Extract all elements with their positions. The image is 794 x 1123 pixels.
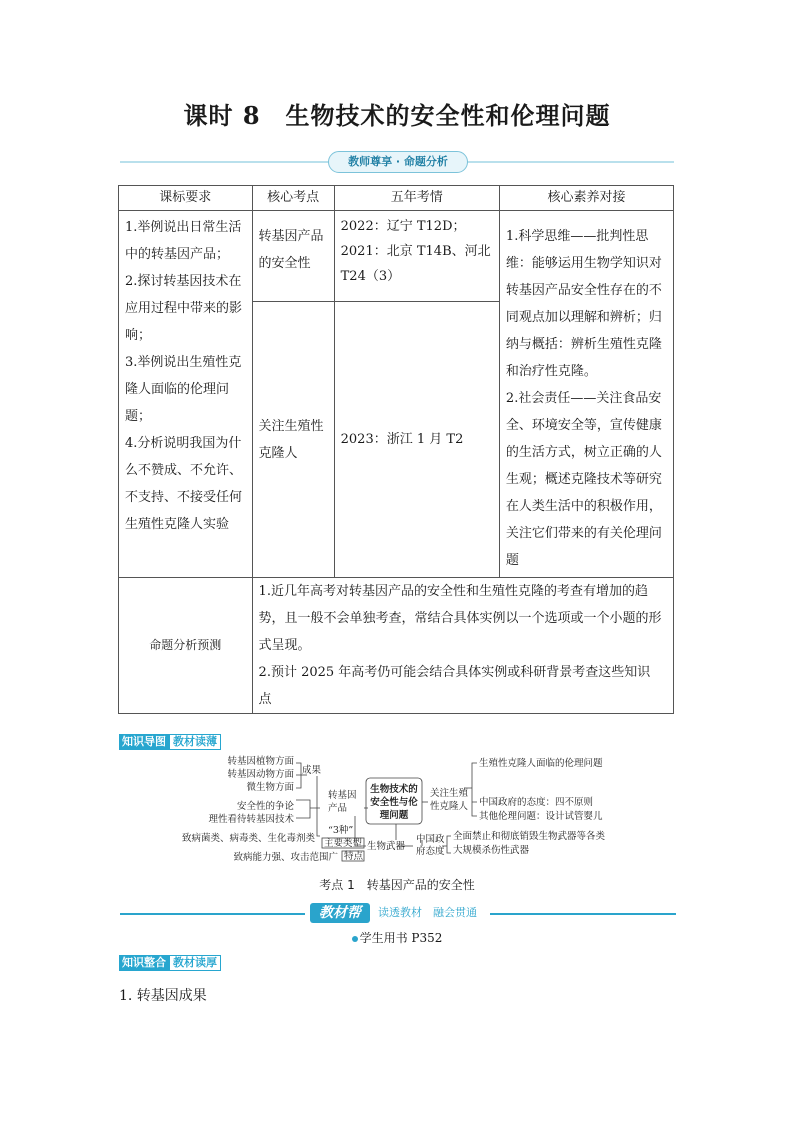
table-row bbox=[119, 211, 674, 302]
map-node: 大规模杀伤性武器 bbox=[453, 845, 530, 856]
map-node: 府态度 bbox=[416, 846, 445, 857]
page-title: 课时 8 生物技术的安全性和伦理问题 bbox=[183, 101, 611, 130]
map-node: 中国政府的态度：四不原则 bbox=[479, 797, 594, 808]
predict-item: 1.近几年高考对转基因产品的安全性和生殖性克隆的考查有增加的趋势，且一般不会单独考查，常结合具体实例以一个选项或一个小题的形式呈现。 bbox=[258, 584, 662, 653]
map-node: 产品 bbox=[328, 803, 348, 814]
map-node: 微生物方面 bbox=[246, 782, 294, 793]
map-node: 全面禁止和彻底销毁生物武器等各类 bbox=[453, 831, 606, 842]
map-node: 理性看待转基因技术 bbox=[208, 814, 294, 825]
header-literacy: 核心素养对接 bbox=[499, 186, 673, 211]
map-node: “3种” bbox=[328, 825, 354, 836]
banner-tag: 教师尊享 · 命题分析 bbox=[328, 151, 468, 173]
student-book-ref bbox=[0, 929, 794, 946]
mind-map-caption: 考点 1 转基因产品的安全性 bbox=[319, 878, 475, 892]
map-node: 成果 bbox=[302, 765, 322, 776]
section-heading: 1. 转基因成果 bbox=[119, 988, 207, 1004]
tag-primary: 知识整合 bbox=[119, 955, 169, 971]
exam-item: 2022：辽宁 T12D； bbox=[340, 219, 466, 234]
bullet-icon bbox=[352, 936, 358, 942]
map-node: 特点 bbox=[344, 851, 364, 862]
band-line-right bbox=[490, 913, 676, 915]
tag-secondary: 教材读厚 bbox=[169, 955, 221, 971]
map-node: 中国政 bbox=[416, 834, 445, 845]
literacy-item: 2.社会责任——关注食品安全、环境安全等，宣传健康的生活方式，树立正确的人生观；概述克隆技术等研究在人类生活中的积极作用，关注它们带来的有关伦理问题 bbox=[505, 391, 662, 568]
analysis-table bbox=[118, 185, 674, 714]
topic-cell: 转基因产品的安全性 bbox=[252, 211, 334, 302]
knowledge-integrate-tag bbox=[119, 955, 221, 971]
map-node: 致病能力强、攻击范围广 bbox=[233, 852, 338, 863]
predict-cell bbox=[252, 578, 673, 714]
band-line-left bbox=[120, 913, 305, 915]
header-topics: 核心考点 bbox=[252, 186, 334, 211]
band-logo: 教材帮 bbox=[310, 903, 370, 923]
map-center: 生物技术的 bbox=[370, 784, 418, 795]
textbook-band bbox=[120, 902, 676, 926]
map-node: 安全性的争论 bbox=[236, 801, 294, 812]
map-node: 关注生殖 bbox=[430, 788, 469, 799]
requirement-item: 2.探讨转基因技术在应用过程中带来的影响； bbox=[125, 274, 243, 343]
tag-secondary: 教材读薄 bbox=[169, 734, 221, 750]
requirements-cell bbox=[119, 211, 253, 578]
table-row bbox=[119, 578, 674, 714]
requirement-item: 4.分析说明我国为什么不赞成、不允许、不支持、不接受任何生殖性克隆人实验 bbox=[125, 436, 243, 532]
header-exams: 五年考情 bbox=[334, 186, 499, 211]
map-node: 致病菌类、病毒类、生化毒剂类 bbox=[181, 833, 315, 844]
exam-cell: 2023：浙江 1 月 T2 bbox=[334, 302, 499, 578]
map-node: 其他伦理问题：设计试管婴儿 bbox=[479, 811, 603, 822]
teacher-banner bbox=[120, 150, 674, 174]
literacy-cell bbox=[499, 211, 673, 578]
map-center: 安全性与伦 bbox=[370, 797, 418, 808]
header-requirements: 课标要求 bbox=[119, 186, 253, 211]
map-node: 性克隆人 bbox=[430, 801, 469, 812]
predict-item: 2.预计 2025 年高考仍可能会结合具体实例或科研背景考查这些知识点 bbox=[258, 665, 651, 707]
exam-item: 2021：北京 T14B、河北 T24（3） bbox=[340, 244, 491, 284]
ref-text: 学生用书 P352 bbox=[359, 931, 443, 945]
tag-primary: 知识导图 bbox=[119, 734, 169, 750]
exam-cell bbox=[334, 211, 499, 302]
map-node: 转基因植物方面 bbox=[227, 756, 294, 767]
map-node: 转基因动物方面 bbox=[227, 769, 294, 780]
map-node: 主要类型 bbox=[324, 838, 363, 849]
table-header-row bbox=[119, 186, 674, 211]
map-node: 生殖性克隆人面临的伦理问题 bbox=[479, 758, 603, 769]
predict-label: 命题分析预测 bbox=[119, 578, 253, 714]
map-node: 生物武器 bbox=[367, 841, 406, 852]
requirement-item: 1.举例说出日常生活中的转基因产品； bbox=[125, 220, 242, 262]
literacy-item: 1.科学思维——批判性思维：能够运用生物学知识对转基因产品安全性存在的不同观点加以理解和辨析；归纳与概括：辨析生殖性克隆和治疗性克隆。 bbox=[505, 229, 662, 379]
topic-cell: 关注生殖性克隆人 bbox=[252, 302, 334, 578]
map-center: 理问题 bbox=[379, 810, 409, 821]
band-subtitle: 读透教材 融会贯通 bbox=[378, 906, 477, 919]
map-node: 转基因 bbox=[328, 790, 357, 801]
knowledge-mind-map bbox=[160, 748, 640, 870]
requirement-item: 3.举例说出生殖性克隆人面临的伦理问题； bbox=[125, 355, 242, 424]
